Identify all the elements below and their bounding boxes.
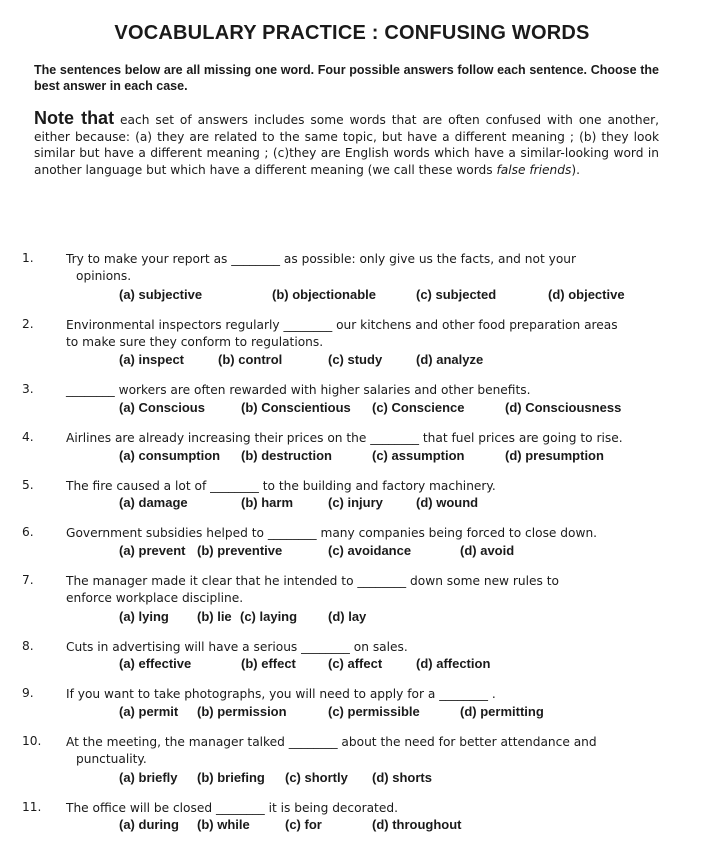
answer-option-b[interactable]: (b) preventive [197,543,283,558]
question-text-line: Airlines are already increasing their prices on the ________ that fuel prices are going to rise. [66,431,623,445]
question-text-line: ________ workers are often rewarded with higher salaries and other benefits. [66,383,531,397]
answer-options [0,448,704,465]
answer-options [0,770,704,787]
answer-option-c[interactable]: (c) assumption [372,448,465,463]
question-text-continuation: enforce workplace discipline. [66,591,244,605]
page-title: VOCABULARY PRACTICE : CONFUSING WORDS [114,22,590,44]
answer-option-c[interactable]: (c) subjected [416,287,497,302]
answer-option-c[interactable]: (c) laying [240,609,298,624]
note-tail: ). [571,162,581,177]
question-number: 4. [22,430,34,444]
answer-options [0,817,704,834]
answer-option-a[interactable]: (a) subjective [119,287,203,302]
question-text-line: Government subsidies helped to ________ many companies being forced to close down. [66,526,598,540]
answer-option-d[interactable]: (d) lay [328,609,367,624]
question-text-line: The manager made it clear that he intended to ________ down some new rules to [66,574,559,588]
answer-option-b[interactable]: (b) Conscientious [241,400,351,415]
question-text-line: The office will be closed ________ it is being decorated. [66,801,398,815]
question-text [66,317,671,351]
question-text [66,639,671,656]
answer-options [0,352,704,369]
answer-option-d[interactable]: (d) Consciousness [505,400,622,415]
question-number: 11. [22,800,42,814]
question-text [66,525,671,542]
question-number: 1. [22,251,34,265]
question-text-line: The fire caused a lot of ________ to the building and factory machinery. [66,479,496,493]
note-paragraph [34,110,659,178]
answer-option-d[interactable]: (d) objective [548,287,625,302]
question-number: 3. [22,382,34,396]
question-text [66,573,671,607]
answer-option-d[interactable]: (d) wound [416,495,479,510]
answer-options [0,287,704,304]
answer-option-c[interactable]: (c) Conscience [372,400,465,415]
question-text-line: Try to make your report as ________ as possible: only give us the facts, and not your [66,252,577,266]
answer-option-d[interactable]: (d) presumption [505,448,604,463]
answer-option-d[interactable]: (d) avoid [460,543,515,558]
question-text [66,734,671,768]
question-number: 5. [22,478,34,492]
answer-option-b[interactable]: (b) harm [241,495,293,510]
question-text [66,382,671,399]
answer-option-a[interactable]: (a) damage [119,495,188,510]
answer-option-b[interactable]: (b) destruction [241,448,332,463]
answer-options [0,495,704,512]
instructions: The sentences below are all missing one word. Four possible answers follow each sentence. Choose the best answer in each case. [34,63,659,93]
answer-options [0,543,704,560]
answer-option-a[interactable]: (a) Conscious [119,400,205,415]
answer-option-b[interactable]: (b) effect [241,656,296,671]
question-text-line: Environmental inspectors regularly ________ our kitchens and other food preparation areas [66,318,618,332]
answer-option-a[interactable]: (a) during [119,817,179,832]
answer-option-b[interactable]: (b) while [197,817,250,832]
answer-option-a[interactable]: (a) lying [119,609,169,624]
answer-option-c[interactable]: (c) injury [328,495,383,510]
answer-option-a[interactable]: (a) permit [119,704,179,719]
answer-options [0,704,704,721]
question-number: 10. [22,734,42,748]
answer-option-c[interactable]: (c) permissible [328,704,420,719]
answer-option-b[interactable]: (b) briefing [197,770,265,785]
question-text-line: Cuts in advertising will have a serious ________ on sales. [66,640,408,654]
question-number: 7. [22,573,34,587]
note-lead: Note that [34,108,115,128]
note-emphasis: false friends [496,162,572,177]
answer-option-a[interactable]: (a) prevent [119,543,186,558]
answer-option-d[interactable]: (d) throughout [372,817,462,832]
question-number: 9. [22,686,34,700]
question-text [66,800,671,817]
question-text-line: At the meeting, the manager talked ________ about the need for better attendance and [66,735,597,749]
answer-option-b[interactable]: (b) objectionable [272,287,376,302]
answer-option-c[interactable]: (c) for [285,817,322,832]
answer-option-c[interactable]: (c) shortly [285,770,348,785]
question-text-continuation: opinions. [76,269,132,283]
answer-options [0,609,704,626]
answer-option-b[interactable]: (b) lie [197,609,232,624]
question-number: 2. [22,317,34,331]
question-text [66,251,671,285]
question-number: 6. [22,525,34,539]
answer-option-d[interactable]: (d) analyze [416,352,484,367]
question-text-line: If you want to take photographs, you will need to apply for a ________ . [66,687,496,701]
answer-option-d[interactable]: (d) permitting [460,704,544,719]
answer-option-b[interactable]: (b) control [218,352,283,367]
question-text-continuation: to make sure they conform to regulations. [66,335,324,349]
answer-option-a[interactable]: (a) effective [119,656,192,671]
answer-option-d[interactable]: (d) shorts [372,770,432,785]
answer-option-c[interactable]: (c) study [328,352,383,367]
question-text [66,478,671,495]
answer-options [0,656,704,673]
answer-option-d[interactable]: (d) affection [416,656,491,671]
question-text-continuation: punctuality. [76,752,147,766]
question-number: 8. [22,639,34,653]
answer-option-a[interactable]: (a) briefly [119,770,178,785]
answer-option-a[interactable]: (a) inspect [119,352,185,367]
question-text [66,430,671,447]
answer-option-a[interactable]: (a) consumption [119,448,221,463]
question-text [66,686,671,703]
answer-option-c[interactable]: (c) avoidance [328,543,412,558]
note-body: each set of answers includes some words that are often confused with one another, either because: (a) they are related to the same topic, but have a different meaning ; (b) they look similar but have a different meaning ; (c)they are English words which have a similar-looking word in another language but which have a different meaning (we call these words [34,113,660,177]
answer-option-c[interactable]: (c) affect [328,656,383,671]
answer-option-b[interactable]: (b) permission [197,704,287,719]
answer-options [0,400,704,417]
